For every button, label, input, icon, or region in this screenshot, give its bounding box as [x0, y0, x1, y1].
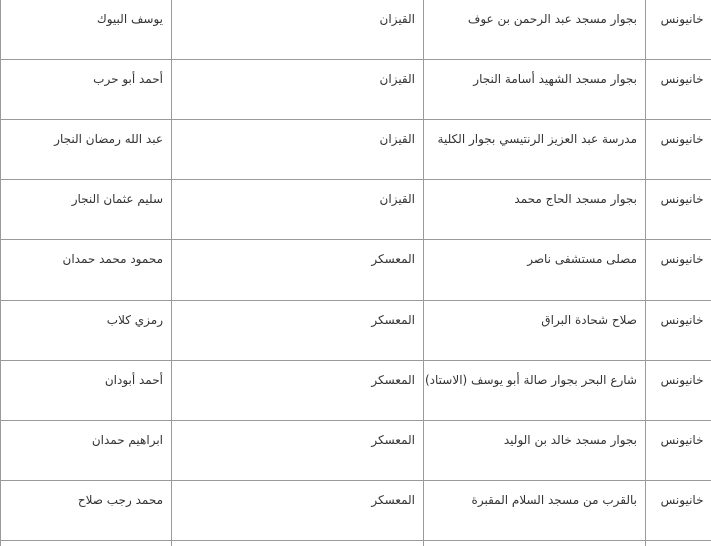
location-cell: بجوار مسجد الشهيد أسامة النجار	[424, 60, 646, 120]
city-cell: خانيونس	[646, 360, 711, 420]
table-row	[1, 420, 711, 480]
location-cell: بجوار مسجد خالد بن الوليد	[424, 420, 646, 480]
area-cell: القيزان	[172, 180, 424, 240]
location-cell: بجوار مسجد الحاج محمد	[424, 180, 646, 240]
empty-cell	[646, 540, 711, 546]
person-cell: سليم عثمان النجار	[1, 180, 172, 240]
table-row	[1, 120, 711, 180]
city-cell: خانيونس	[646, 180, 711, 240]
table-row	[1, 180, 711, 240]
person-cell: رمزي كلاب	[1, 300, 172, 360]
table-row-partial	[1, 540, 711, 546]
person-cell: محمود محمد حمدان	[1, 240, 172, 300]
area-cell: المعسكر	[172, 420, 424, 480]
empty-cell	[424, 540, 646, 546]
location-cell: شارع البحر بجوار صالة أبو يوسف (الاستاد)	[424, 360, 646, 420]
empty-cell	[172, 540, 424, 546]
location-cell: مصلى مستشفى ناصر	[424, 240, 646, 300]
area-cell: المعسكر	[172, 360, 424, 420]
person-cell: ابراهيم حمدان	[1, 420, 172, 480]
table-body	[1, 0, 711, 546]
area-cell: القيزان	[172, 120, 424, 180]
location-cell: صلاح شحادة البراق	[424, 300, 646, 360]
area-cell: المعسكر	[172, 480, 424, 540]
location-cell: بالقرب من مسجد السلام المقبرة	[424, 480, 646, 540]
person-cell: أحمد أبو حرب	[1, 60, 172, 120]
location-cell: مدرسة عبد العزيز الرنتيسي بجوار الكلية	[424, 120, 646, 180]
table-row	[1, 240, 711, 300]
city-cell: خانيونس	[646, 120, 711, 180]
city-cell: خانيونس	[646, 0, 711, 60]
area-cell: القيزان	[172, 0, 424, 60]
location-cell: بجوار مسجد عبد الرحمن بن عوف	[424, 0, 646, 60]
city-cell: خانيونس	[646, 60, 711, 120]
area-cell: القيزان	[172, 60, 424, 120]
table-row	[1, 480, 711, 540]
city-cell: خانيونس	[646, 300, 711, 360]
table-row	[1, 360, 711, 420]
city-cell: خانيونس	[646, 420, 711, 480]
city-cell: خانيونس	[646, 240, 711, 300]
area-cell: المعسكر	[172, 300, 424, 360]
person-cell: يوسف البيوك	[1, 0, 172, 60]
person-cell: أحمد أبودان	[1, 360, 172, 420]
empty-cell	[1, 540, 172, 546]
person-cell: محمد رجب صلاح	[1, 480, 172, 540]
table-row	[1, 60, 711, 120]
city-cell: خانيونس	[646, 480, 711, 540]
person-cell: عبد الله رمضان النجار	[1, 120, 172, 180]
table-row	[1, 300, 711, 360]
area-cell: المعسكر	[172, 240, 424, 300]
table-row	[1, 0, 711, 60]
